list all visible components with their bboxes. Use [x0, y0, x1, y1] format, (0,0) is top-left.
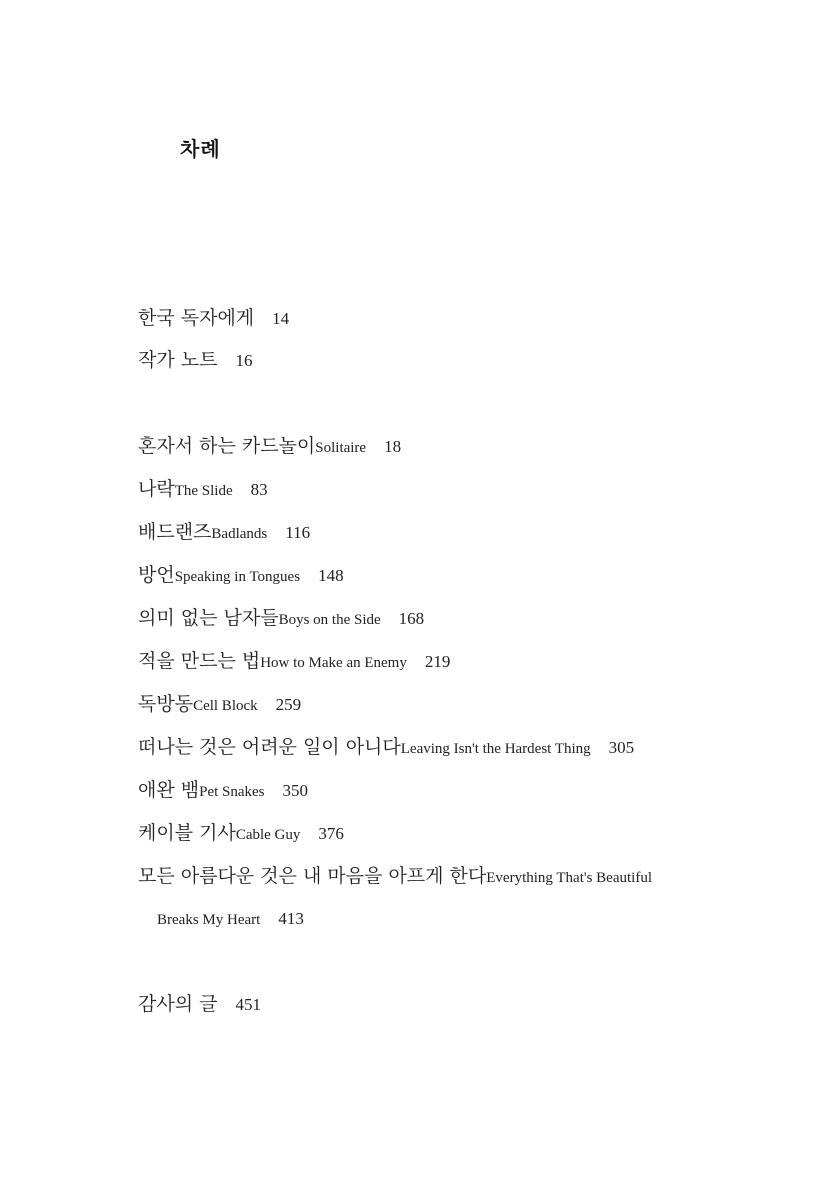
toc-page-number: 14 — [272, 309, 290, 328]
toc-entry-the-slide[interactable] — [138, 480, 268, 499]
toc-page-number: 413 — [278, 909, 304, 928]
toc-page-number: 376 — [318, 824, 344, 843]
toc-entry-solitaire[interactable] — [138, 437, 401, 456]
toc-page-number: 168 — [398, 609, 425, 628]
page-title: 차례 — [180, 137, 221, 161]
toc-title-en: Cable Guy — [235, 827, 301, 843]
toc-entry-boys-on-the-side[interactable] — [138, 609, 424, 628]
toc-title-en: Speaking in Tongues — [174, 569, 301, 585]
toc-page-number: 451 — [235, 995, 261, 1014]
toc-title-ko: 작가 노트 — [138, 349, 218, 371]
toc-title-ko: 독방동 — [138, 693, 194, 715]
toc-entry-author-note[interactable] — [138, 351, 252, 370]
toc-entry-everything-thats-beautiful-continued[interactable] — [157, 910, 304, 928]
toc-entry-cell-block[interactable] — [138, 695, 301, 714]
toc-page-number: 350 — [282, 781, 309, 800]
toc-title-ko: 감사의 글 — [138, 993, 218, 1015]
toc-title-ko: 떠나는 것은 어려운 일이 아니다 — [138, 736, 401, 758]
toc-title-ko: 혼자서 하는 카드놀이 — [138, 435, 316, 457]
toc-page-number: 116 — [285, 523, 311, 542]
toc-title-en-continued: Breaks My Heart — [157, 912, 261, 928]
toc-page-number: 16 — [235, 351, 253, 370]
toc-entry-how-to-make-an-enemy[interactable] — [138, 652, 450, 671]
toc-title-en: Leaving Isn't the Hardest Thing — [400, 741, 591, 757]
toc-title-ko: 배드랜즈 — [138, 521, 212, 543]
toc-title-ko: 적을 만드는 법 — [138, 650, 261, 672]
toc-title-ko: 모든 아름다운 것은 내 마음을 아프게 한다 — [138, 865, 487, 887]
toc-entry-cable-guy[interactable] — [138, 824, 344, 843]
toc-title-ko: 한국 독자에게 — [138, 307, 255, 329]
toc-title-en: Badlands — [211, 526, 268, 542]
toc-entry-everything-thats-beautiful[interactable] — [138, 867, 652, 886]
toc-entry-badlands[interactable] — [138, 523, 310, 542]
toc-title-ko: 애완 뱀 — [138, 779, 200, 801]
toc-entry-speaking-in-tongues[interactable] — [138, 566, 344, 585]
toc-page-number: 259 — [275, 695, 302, 714]
toc-title-en: Pet Snakes — [199, 784, 265, 800]
toc-title-en: The Slide — [174, 483, 233, 499]
toc-title-ko: 방언 — [138, 564, 175, 586]
toc-title-en: Solitaire — [315, 440, 367, 456]
toc-page-number: 148 — [318, 566, 344, 585]
toc-entry-pet-snakes[interactable] — [138, 781, 308, 800]
toc-title-en: Cell Block — [193, 698, 258, 714]
toc-page-number: 219 — [424, 652, 451, 671]
toc-page-number: 18 — [384, 437, 402, 456]
toc-page-number: 305 — [608, 738, 635, 757]
toc-title-ko: 의미 없는 남자들 — [138, 607, 279, 629]
toc-entry-korean-readers[interactable] — [138, 309, 289, 328]
toc-page-number: 83 — [250, 480, 268, 499]
toc-entry-leaving-isnt-the-hardest-thing[interactable] — [138, 738, 634, 757]
toc-title-en: Everything That's Beautiful — [486, 870, 652, 886]
toc-title-ko: 케이블 기사 — [138, 822, 236, 844]
toc-title-en: How to Make an Enemy — [260, 655, 407, 671]
toc-entry-acknowledgments[interactable] — [138, 995, 261, 1014]
toc-title-ko: 나락 — [138, 478, 175, 500]
toc-title-en: Boys on the Side — [278, 612, 381, 628]
